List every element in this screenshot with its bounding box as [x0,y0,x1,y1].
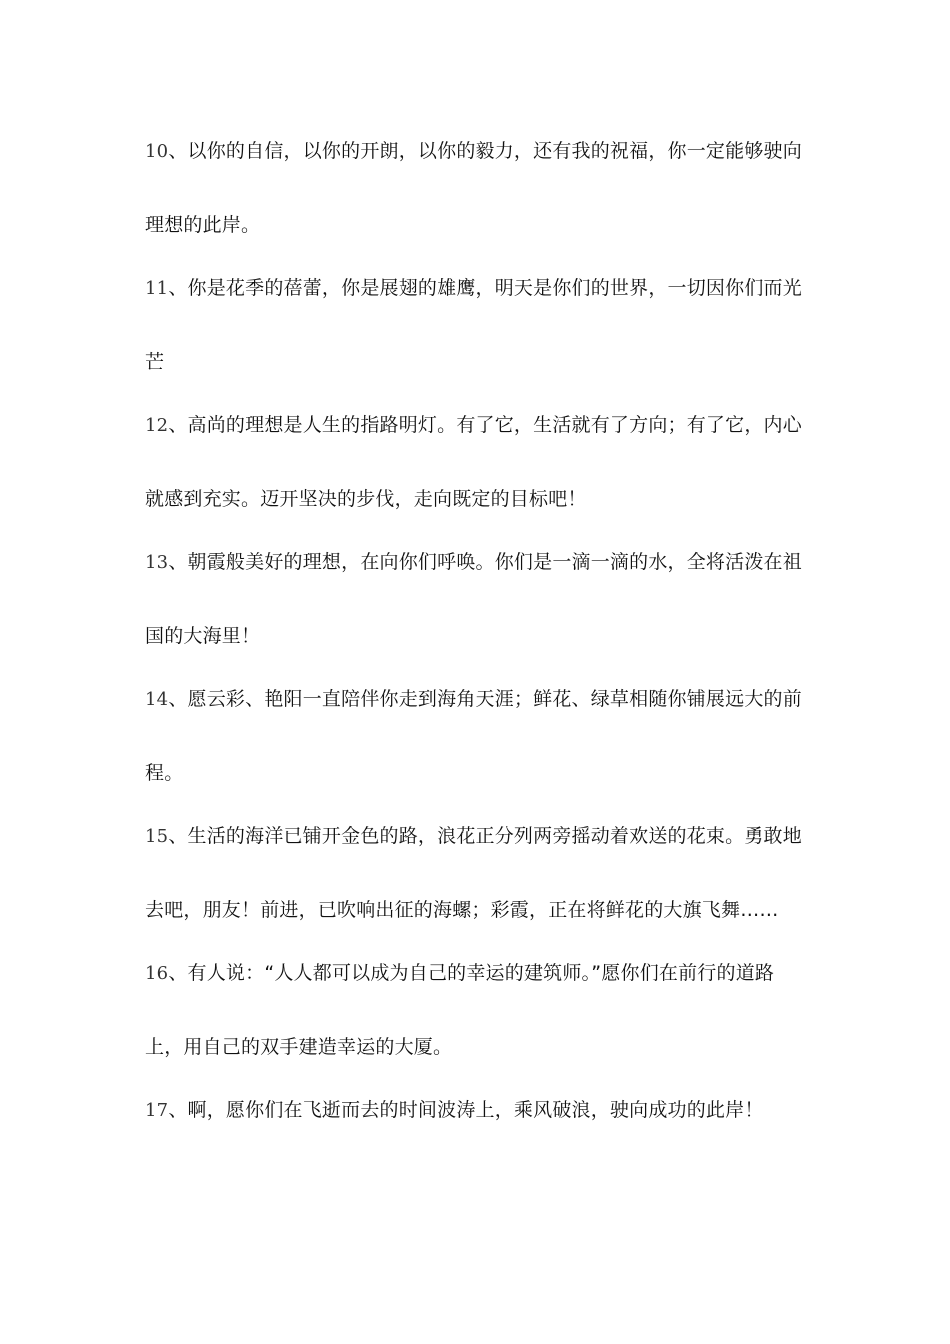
item-text: 、朝霞般美好的理想，在向你们呼唤。你们是一滴一滴的水，全将活泼在祖 [168,551,802,573]
item-number: 15 [145,826,169,847]
item-10-line-1 [145,137,805,166]
item-number: 13 [145,552,169,573]
item-text: 、啊，愿你们在飞逝而去的时间波涛上，乘风破浪，驶向成功的此岸！ [168,1099,764,1121]
item-number: 12 [145,415,169,436]
item-16-line-2: 上，用自己的双手建造幸运的大厦。 [145,1036,453,1058]
item-15-line-1 [145,822,805,851]
item-17-line-1 [145,1096,805,1125]
item-14-line-2: 程。 [145,762,184,784]
item-10-line-2: 理想的此岸。 [145,214,261,236]
item-number: 14 [145,689,169,710]
item-13-line-2: 国的大海里！ [145,625,261,647]
item-15-line-2: 去吧，朋友！前进，已吹响出征的海螺；彩霞，正在将鲜花的大旗飞舞…… [145,899,779,921]
item-14-line-1 [145,685,805,714]
item-11-line-2: 芒 [145,351,165,373]
item-number: 16 [145,963,169,984]
item-text: 、有人说：“人人都可以成为自己的幸运的建筑师。”愿你们在前行的道路 [168,962,775,984]
item-12-line-1 [145,411,805,440]
item-text: 、愿云彩、艳阳一直陪伴你走到海角天涯；鲜花、绿草相随你铺展远大的前 [168,688,802,710]
item-12-line-2: 就感到充实。迈开坚决的步伐，走向既定的目标吧！ [145,488,587,510]
item-number: 10 [145,141,169,162]
item-13-line-1 [145,548,805,577]
item-text: 、你是花季的蓓蕾，你是展翅的雄鹰，明天是你们的世界，一切因你们而光 [168,277,802,299]
item-number: 11 [145,278,169,299]
item-text: 、生活的海洋已铺开金色的路，浪花正分列两旁摇动着欢送的花束。勇敢地 [168,825,802,847]
item-11-line-1 [145,274,805,303]
item-number: 17 [145,1100,169,1121]
item-text: 、高尚的理想是人生的指路明灯。有了它，生活就有了方向；有了它，内心 [168,414,802,436]
item-16-line-1 [145,959,805,988]
item-text: 、以你的自信，以你的开朗，以你的毅力，还有我的祝福，你一定能够驶向 [168,140,802,162]
